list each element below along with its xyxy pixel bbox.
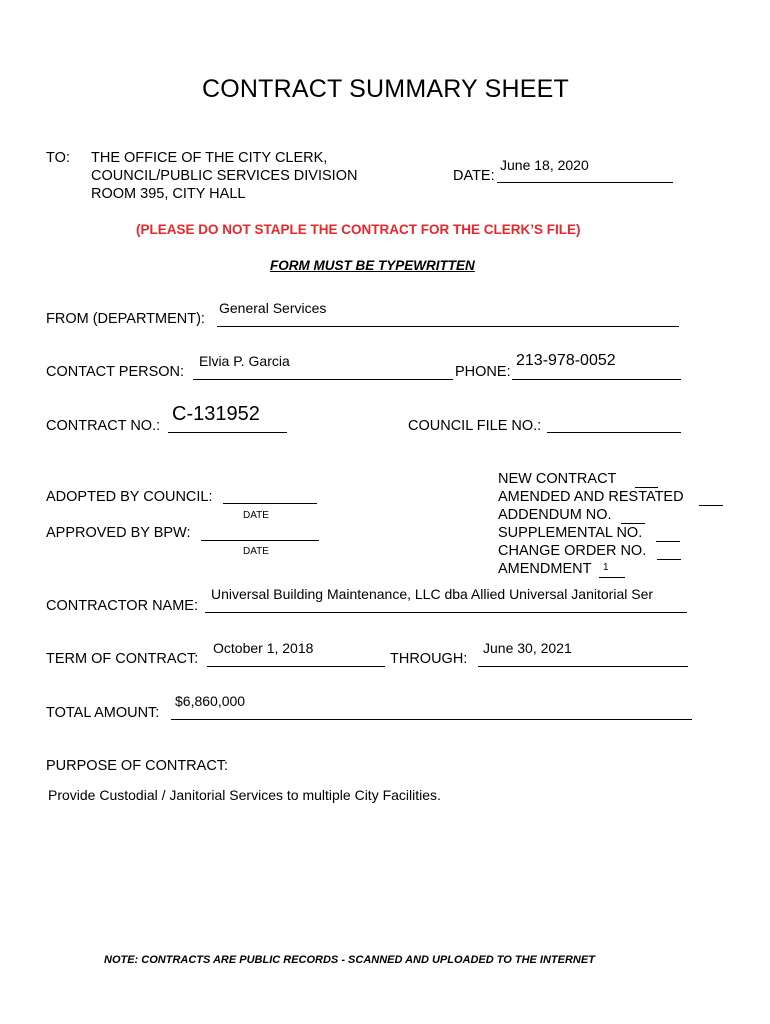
- adopted-date-underline: [223, 503, 317, 504]
- approved-date-caption: DATE: [243, 546, 269, 557]
- to-line-1: THE OFFICE OF THE CITY CLERK,: [91, 150, 328, 166]
- term-of-contract-label: TERM OF CONTRACT:: [46, 651, 199, 667]
- new-contract-label: NEW CONTRACT: [498, 471, 617, 487]
- contract-no-value[interactable]: C-131952: [172, 403, 260, 425]
- term-end-underline: [478, 666, 688, 667]
- date-underline: [497, 182, 673, 183]
- contractor-name-underline: [205, 612, 687, 613]
- total-amount-value[interactable]: $6,860,000: [175, 693, 246, 709]
- footer-note: NOTE: CONTRACTS ARE PUBLIC RECORDS - SCANNED AND UPLOADED TO THE INTERNET: [104, 954, 595, 966]
- amended-restated-blank[interactable]: [699, 505, 723, 506]
- adopted-date-caption: DATE: [243, 510, 269, 521]
- date-value[interactable]: June 18, 2020: [500, 157, 589, 173]
- contact-person-label: CONTACT PERSON:: [46, 364, 185, 380]
- to-line-3: ROOM 395, CITY HALL: [91, 186, 246, 202]
- contact-person-underline: [193, 379, 453, 380]
- contract-no-label: CONTRACT NO.:: [46, 418, 161, 434]
- date-label: DATE:: [453, 168, 495, 184]
- page-title: CONTRACT SUMMARY SHEET: [202, 75, 569, 103]
- total-amount-label: TOTAL AMOUNT:: [46, 705, 160, 721]
- to-line-2: COUNCIL/PUBLIC SERVICES DIVISION: [91, 168, 358, 184]
- contact-person-value[interactable]: Elvia P. Garcia: [199, 353, 290, 369]
- purpose-label: PURPOSE OF CONTRACT:: [46, 758, 229, 774]
- staple-notice: (PLEASE DO NOT STAPLE THE CONTRACT FOR THE CLERK’S FILE): [136, 222, 581, 237]
- contract-no-underline: [168, 432, 287, 433]
- supplemental-no-label: SUPPLEMENTAL NO.: [498, 525, 643, 541]
- typewritten-notice: FORM MUST BE TYPEWRITTEN: [270, 258, 475, 273]
- addendum-no-label: ADDENDUM NO.: [498, 507, 612, 523]
- new-contract-blank[interactable]: [635, 487, 658, 488]
- through-label: THROUGH:: [390, 651, 468, 667]
- change-order-no-blank[interactable]: [657, 559, 681, 560]
- contractor-name-value[interactable]: Universal Building Maintenance, LLC dba Allied Universal Janitorial Ser: [211, 586, 654, 602]
- approved-by-bpw-label: APPROVED BY BPW:: [46, 525, 191, 541]
- amendment-label: AMENDMENT: [498, 561, 592, 577]
- council-file-label: COUNCIL FILE NO.:: [408, 418, 542, 434]
- contractor-name-label: CONTRACTOR NAME:: [46, 598, 198, 614]
- term-start-underline: [207, 666, 385, 667]
- amendment-blank: [599, 577, 625, 578]
- total-amount-underline: [171, 719, 692, 720]
- from-department-value[interactable]: General Services: [219, 300, 327, 316]
- purpose-value[interactable]: Provide Custodial / Janitorial Services to multiple City Facilities.: [48, 787, 441, 803]
- change-order-no-label: CHANGE ORDER NO.: [498, 543, 647, 559]
- phone-underline: [512, 379, 681, 380]
- phone-value[interactable]: 213-978-0052: [516, 352, 616, 369]
- addendum-no-blank[interactable]: [621, 523, 645, 524]
- approved-date-underline: [201, 540, 319, 541]
- council-file-underline: [547, 432, 681, 433]
- amendment-value[interactable]: 1: [603, 562, 609, 573]
- from-department-label: FROM (DEPARTMENT):: [46, 311, 205, 327]
- amended-restated-label: AMENDED AND RESTATED: [498, 489, 684, 505]
- supplemental-no-blank[interactable]: [656, 541, 680, 542]
- term-end-value[interactable]: June 30, 2021: [483, 640, 572, 656]
- term-start-value[interactable]: October 1, 2018: [213, 640, 314, 656]
- from-department-underline: [217, 326, 679, 327]
- adopted-by-council-label: ADOPTED BY COUNCIL:: [46, 489, 213, 505]
- to-label: TO:: [46, 150, 70, 166]
- phone-label: PHONE:: [455, 364, 511, 380]
